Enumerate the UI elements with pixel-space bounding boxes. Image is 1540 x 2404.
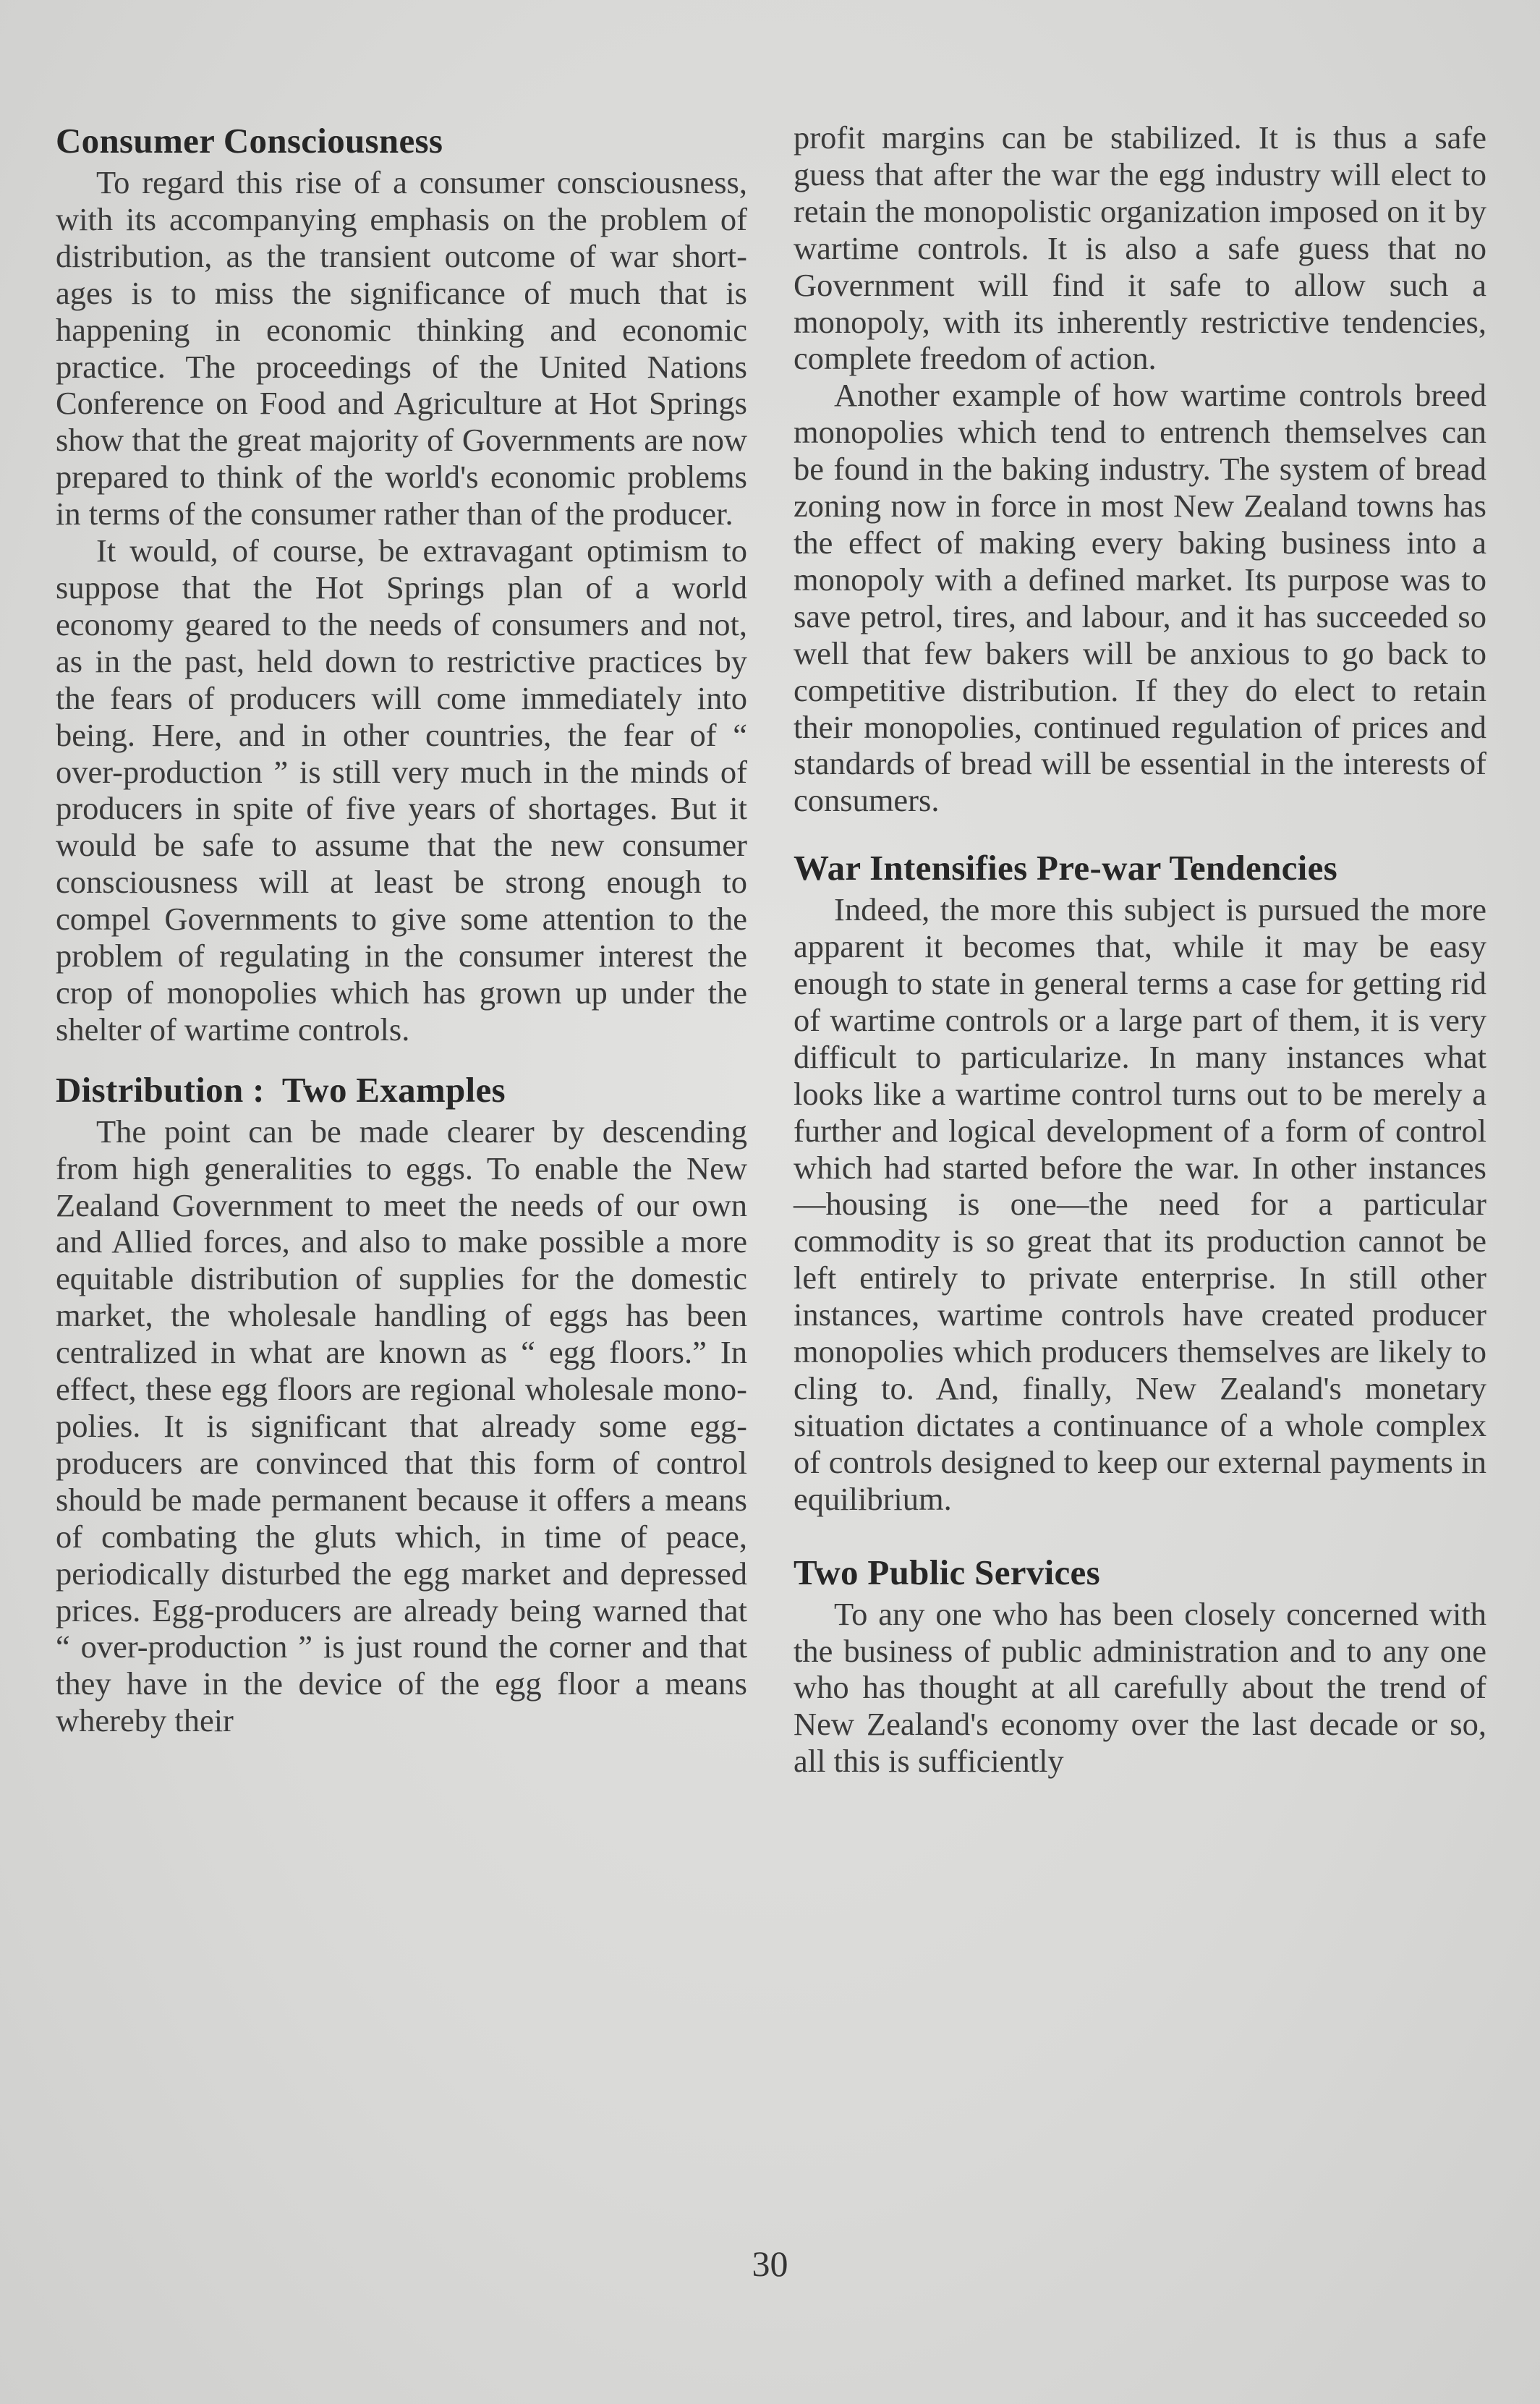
heading-distribution: Distribution : Two Examples — [56, 1069, 506, 1110]
right-column — [794, 119, 1486, 1780]
paragraph: To regard this rise of a consumer consciousness, with its accompanying emphasis on the problem of distribution, as the transient outcome of war shortages is to miss the significance of much that is happening in economic thinking and economic practice. The proceedings of the United Nations Conference on Food and Agriculture at Hot Springs show that the great majority of Governments are now prepared to think of the world's economic problems in terms of the consumer rather than of the producer. — [56, 164, 747, 532]
paragraph: It would, of course, be extravagant optimism to suppose that the Hot Springs plan of a world economy geared to the needs of consumers and not, as in the past, held down to restrictive practices by the fears of producers will come immediately into being. Here, and in other countries, the fear of “ over-production ” is still very much in the minds of producers in spite of five years of shortages. But it would be safe to assume that the new consumer consciousness will at least be strong enough to compel Governments to give some attention to the problem of regulating in the consumer interest the crop of monopolies which has grown up under the shelter of wartime controls. — [56, 532, 747, 1048]
heading-consumer-consciousness: Consumer Consciousness — [56, 121, 443, 161]
paragraph: Indeed, the more this subject is pursued the more apparent it becomes that, while it may be easy enough to state in general terms a case for getting rid of wartime controls or a large part of them, it is very difficult to particularize. In many instances what looks like a wartime control turns out to be merely a further and logical development of a form of control which had started before the war. In other instances—housing is one—the need for a particular commodity is so great that its production cannot be left entirely to private enterprise. In still other instances, wartime controls have created producer monopolies which producers themselves are likely to cling to. And, finally, New Zealand's monetary situation dictates a continuance of a whole complex of controls designed to keep our external payments in equilibrium. — [794, 891, 1486, 1517]
page-number: 30 — [752, 2243, 788, 2284]
paragraph: The point can be made clearer by descending from high generalities to eggs. To enable the New Zealand Government to meet the needs of our own and Allied forces, and also to make possible a more equitable distribution of supplies for the domestic market, the wholesale handling of eggs has been centralized in what are known as “ egg floors.” In effect, these egg floors are regional wholesale monopolies. It is significant that already some egg-producers are convinced that this form of control should be made permanent because it offers a means of combating the gluts which, in time of peace, periodically disturbed the egg market and depressed prices. Egg-producers are already being warned that “ over-production ” is just round the corner and that they have in the device of the egg floor a means whereby their — [56, 1113, 747, 1739]
heading-two-public-services: Two Public Services — [794, 1552, 1100, 1592]
heading-war-intensifies: War Intensifies Pre-war Tendencies — [794, 848, 1338, 888]
paragraph: To any one who has been closely concerned with the business of public administration and to any one who has thought at all carefully about the trend of New Zealand's economy over the last decade or so, all this is sufficiently — [794, 1595, 1486, 1780]
paragraph: profit margins can be stabilized. It is thus a safe guess that after the war the egg industry will elect to retain the monopolistic organization imposed on it by wartime controls. It is also a safe guess that no Government will find it safe to allow such a monopoly, with its inherently restrictive tendencies, complete freedom of action. — [794, 119, 1486, 377]
left-column — [56, 119, 747, 1739]
paragraph: Another example of how wartime controls breed monopolies which tend to entrench themselves can be found in the baking industry. The system of bread zoning now in force in most New Zealand towns has the effect of making every baking business into a monopoly with a defined market. Its purpose was to save petrol, tires, and labour, and it has succeeded so well that few bakers will be anxious to go back to competitive distribution. If they do elect to retain their monopolies, continued regulation of prices and standards of bread will be essential in the interests of consumers. — [794, 377, 1486, 819]
